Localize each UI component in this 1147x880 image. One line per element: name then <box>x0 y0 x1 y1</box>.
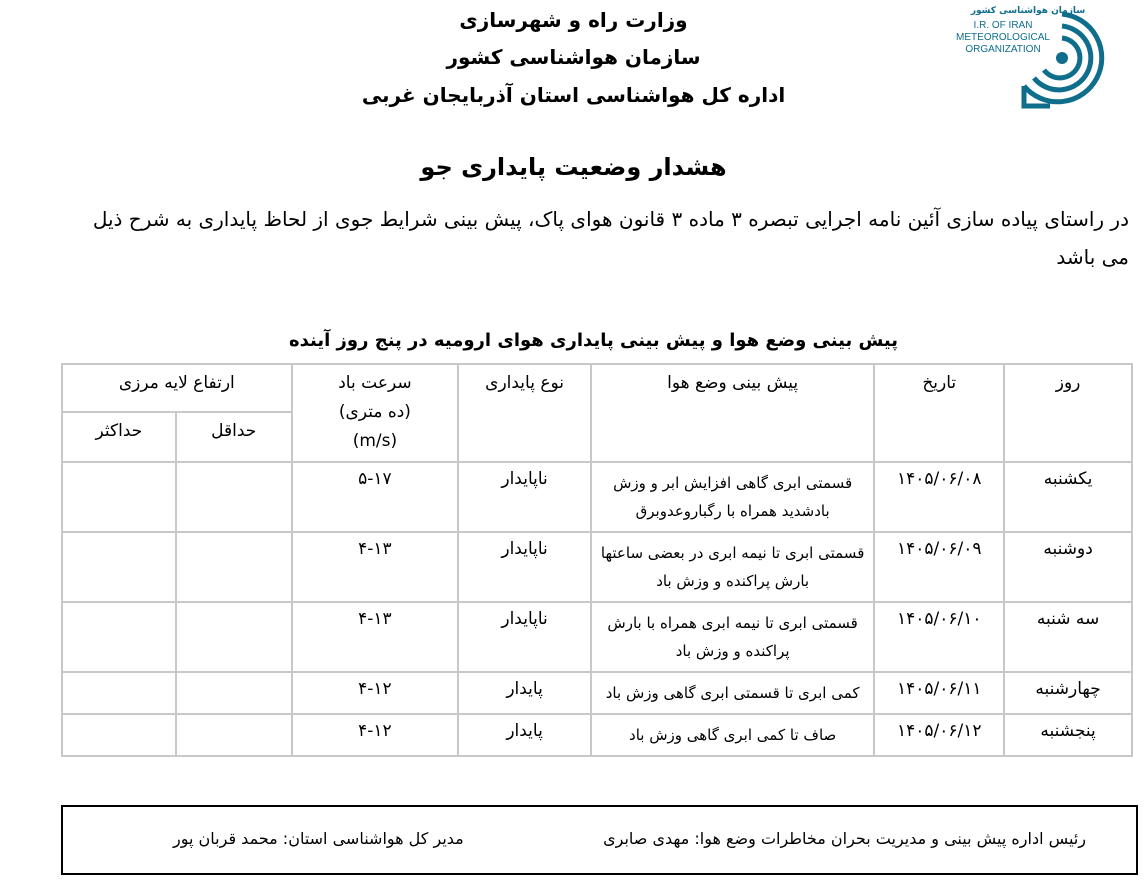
cell-stability: ناپایدار <box>458 532 591 602</box>
logo-english-line3: ORGANIZATION <box>965 44 1041 55</box>
forecast-head-signature: رئیس اداره پیش بینی و مدیریت بحران مخاطرات وضع هوا: مهدی صابری <box>603 829 1086 848</box>
logo-english-line1: I.R. OF IRAN <box>973 20 1033 31</box>
header-wind-line3: (m/s) <box>352 431 398 451</box>
cell-max <box>62 532 176 602</box>
header-weather: پیش بینی وضع هوا <box>591 364 874 462</box>
cell-min <box>176 714 292 756</box>
cell-day: یکشنبه <box>1004 462 1132 532</box>
meteorological-organization-logo-icon <box>1010 6 1114 118</box>
header-boundary-layer: ارتفاع لایه مرزی <box>62 364 292 412</box>
table-title: پیش بینی وضع هوا و پیش بینی پایداری هوای ارومیه در پنج روز آینده <box>288 330 899 351</box>
header-min: حداقل <box>176 412 292 462</box>
cell-stability: ناپایدار <box>458 602 591 672</box>
organization-name: سازمان هواشناسی کشور <box>446 45 701 69</box>
header-max: حداکثر <box>62 412 176 462</box>
header-day: روز <box>1004 364 1132 462</box>
header-wind-line1: سرعت باد <box>338 373 412 393</box>
table-row <box>62 602 1132 672</box>
intro-paragraph: در راستای پیاده سازی آئین نامه اجرایی تبصره ۳ ماده ۳ قانون هوای پاک، پیش بینی شرایط جوی از لحاظ پایداری به شرح ذیل می باشد <box>92 207 1129 269</box>
ministry-name: وزارت راه و شهرسازی <box>459 8 688 32</box>
cell-min <box>176 462 292 532</box>
cell-wind: ۴-۱۳ <box>292 602 459 672</box>
cell-weather: قسمتی ابری تا نیمه ابری همراه با بارش پراکنده و وزش باد <box>591 602 874 672</box>
cell-weather: قسمتی ابری گاهی افزایش ابر و وزش بادشدید همراه با رگباروعدوبرق <box>591 462 874 532</box>
cell-day: سه شنبه <box>1004 602 1132 672</box>
cell-date: ۱۴۰۵/۰۶/۱۲ <box>874 714 1004 756</box>
cell-min <box>176 602 292 672</box>
cell-min <box>176 672 292 714</box>
cell-max <box>62 462 176 532</box>
cell-stability: پایدار <box>458 672 591 714</box>
table-row <box>62 532 1132 602</box>
cell-date: ۱۴۰۵/۰۶/۰۸ <box>874 462 1004 532</box>
cell-date: ۱۴۰۵/۰۶/۱۰ <box>874 602 1004 672</box>
cell-wind: ۴-۱۲ <box>292 672 459 714</box>
forecast-table <box>61 363 1133 757</box>
header-wind-line2: (ده متری) <box>338 402 411 422</box>
logo-english-line2: METEOROLOGICAL <box>956 32 1050 43</box>
cell-max <box>62 602 176 672</box>
cell-max <box>62 672 176 714</box>
cell-weather: قسمتی ابری تا نیمه ابری در بعضی ساعتها بارش پراکنده و وزش باد <box>591 532 874 602</box>
cell-day: چهارشنبه <box>1004 672 1132 714</box>
cell-date: ۱۴۰۵/۰۶/۱۱ <box>874 672 1004 714</box>
cell-max <box>62 714 176 756</box>
cell-wind: ۵-۱۷ <box>292 462 459 532</box>
cell-wind: ۴-۱۲ <box>292 714 459 756</box>
header-stability: نوع پایداری <box>458 364 591 462</box>
cell-date: ۱۴۰۵/۰۶/۰۹ <box>874 532 1004 602</box>
table-row <box>62 714 1132 756</box>
logo-persian-text: سازمان هواشناسی کشور <box>970 6 1086 16</box>
cell-weather: صاف تا کمی ابری گاهی وزش باد <box>591 714 874 756</box>
provincial-office-name: اداره کل هواشناسی استان آذربایجان غربی <box>361 83 786 107</box>
cell-wind: ۴-۱۳ <box>292 532 459 602</box>
header-date: تاریخ <box>874 364 1004 462</box>
table-row <box>62 672 1132 714</box>
signature-box <box>61 805 1138 875</box>
cell-min <box>176 532 292 602</box>
cell-day: پنجشنبه <box>1004 714 1132 756</box>
cell-day: دوشنبه <box>1004 532 1132 602</box>
cell-stability: پایدار <box>458 714 591 756</box>
cell-stability: ناپایدار <box>458 462 591 532</box>
cell-weather: کمی ابری تا قسمتی ابری گاهی وزش باد <box>591 672 874 714</box>
table-row <box>62 462 1132 532</box>
page-title: هشدار وضعیت پایداری جو <box>420 153 727 181</box>
header-wind-speed <box>292 364 459 462</box>
director-general-signature: مدیر کل هواشناسی استان: محمد قربان پور <box>173 829 464 848</box>
